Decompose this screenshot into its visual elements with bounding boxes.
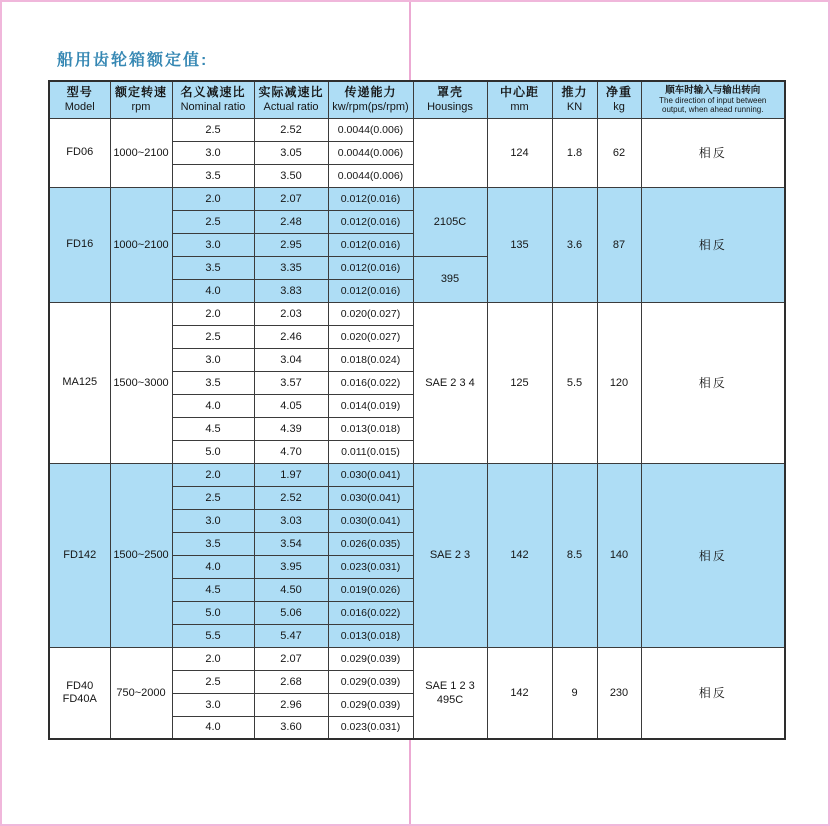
nominal-ratio-cell: 3.5 bbox=[172, 532, 254, 555]
capacity-cell: 0.013(0.018) bbox=[328, 624, 413, 647]
actual-ratio-cell: 2.07 bbox=[254, 647, 328, 670]
header-direction-en: The direction of input between output, when ahead running. bbox=[659, 96, 767, 115]
actual-ratio-cell: 4.05 bbox=[254, 394, 328, 417]
nominal-ratio-cell: 3.5 bbox=[172, 256, 254, 279]
direction-cell: 相反 bbox=[641, 463, 785, 647]
thrust-cell: 1.8 bbox=[552, 118, 597, 187]
actual-ratio-cell: 3.83 bbox=[254, 279, 328, 302]
header-thrust-en: KN bbox=[566, 101, 583, 114]
nominal-ratio-cell: 2.5 bbox=[172, 486, 254, 509]
header-capacity-en: kw/rpm(ps/rpm) bbox=[332, 101, 409, 114]
housing-cell: SAE 2 3 bbox=[413, 463, 487, 647]
actual-ratio-cell: 3.54 bbox=[254, 532, 328, 555]
capacity-cell: 0.0044(0.006) bbox=[328, 164, 413, 187]
capacity-cell: 0.016(0.022) bbox=[328, 371, 413, 394]
header-nominal-ratio-zh: 名义减速比 bbox=[180, 85, 246, 100]
model-cell: FD16 bbox=[49, 187, 110, 302]
spec-table-body bbox=[49, 118, 785, 739]
actual-ratio-cell: 2.68 bbox=[254, 670, 328, 693]
nominal-ratio-cell: 5.5 bbox=[172, 624, 254, 647]
capacity-cell: 0.012(0.016) bbox=[328, 279, 413, 302]
nominal-ratio-cell: 2.5 bbox=[172, 210, 254, 233]
thrust-cell: 9 bbox=[552, 647, 597, 739]
header-rated-speed bbox=[110, 81, 172, 118]
model-cell: MA125 bbox=[49, 302, 110, 463]
housing-cell: 2105C bbox=[413, 187, 487, 256]
actual-ratio-cell: 4.70 bbox=[254, 440, 328, 463]
net-weight-cell: 87 bbox=[597, 187, 641, 302]
capacity-cell: 0.029(0.039) bbox=[328, 647, 413, 670]
table-row bbox=[49, 463, 785, 486]
gearbox-spec-table bbox=[48, 80, 786, 740]
nominal-ratio-cell: 3.0 bbox=[172, 233, 254, 256]
header-row bbox=[49, 81, 785, 118]
actual-ratio-cell: 5.47 bbox=[254, 624, 328, 647]
table-row bbox=[49, 302, 785, 325]
actual-ratio-cell: 2.46 bbox=[254, 325, 328, 348]
actual-ratio-cell: 2.52 bbox=[254, 486, 328, 509]
actual-ratio-cell: 2.07 bbox=[254, 187, 328, 210]
rated-speed-cell: 750~2000 bbox=[110, 647, 172, 739]
nominal-ratio-cell: 4.0 bbox=[172, 716, 254, 739]
header-housings-zh: 罩壳 bbox=[436, 85, 463, 100]
header-model bbox=[49, 81, 110, 118]
model-cell: FD142 bbox=[49, 463, 110, 647]
table-row bbox=[49, 187, 785, 210]
header-capacity-zh: 传递能力 bbox=[344, 85, 397, 100]
actual-ratio-cell: 2.48 bbox=[254, 210, 328, 233]
direction-cell: 相反 bbox=[641, 302, 785, 463]
header-capacity bbox=[328, 81, 413, 118]
capacity-cell: 0.029(0.039) bbox=[328, 693, 413, 716]
capacity-cell: 0.023(0.031) bbox=[328, 716, 413, 739]
actual-ratio-cell: 5.06 bbox=[254, 601, 328, 624]
rated-speed-cell: 1000~2100 bbox=[110, 187, 172, 302]
header-housings-en: Housings bbox=[427, 101, 473, 114]
capacity-cell: 0.023(0.031) bbox=[328, 555, 413, 578]
header-net-weight bbox=[597, 81, 641, 118]
capacity-cell: 0.026(0.035) bbox=[328, 532, 413, 555]
capacity-cell: 0.012(0.016) bbox=[328, 256, 413, 279]
rated-speed-cell: 1500~3000 bbox=[110, 302, 172, 463]
nominal-ratio-cell: 2.5 bbox=[172, 118, 254, 141]
capacity-cell: 0.0044(0.006) bbox=[328, 118, 413, 141]
housing-cell: SAE 1 2 3 495C bbox=[413, 647, 487, 739]
nominal-ratio-cell: 2.0 bbox=[172, 647, 254, 670]
model-cell: FD40 FD40A bbox=[49, 647, 110, 739]
capacity-cell: 0.029(0.039) bbox=[328, 670, 413, 693]
capacity-cell: 0.012(0.016) bbox=[328, 210, 413, 233]
direction-cell: 相反 bbox=[641, 118, 785, 187]
center-distance-cell: 124 bbox=[487, 118, 552, 187]
direction-cell: 相反 bbox=[641, 187, 785, 302]
net-weight-cell: 230 bbox=[597, 647, 641, 739]
nominal-ratio-cell: 5.0 bbox=[172, 440, 254, 463]
actual-ratio-cell: 3.04 bbox=[254, 348, 328, 371]
nominal-ratio-cell: 4.0 bbox=[172, 555, 254, 578]
nominal-ratio-cell: 2.5 bbox=[172, 670, 254, 693]
center-distance-cell: 142 bbox=[487, 647, 552, 739]
actual-ratio-cell: 3.03 bbox=[254, 509, 328, 532]
actual-ratio-cell: 3.05 bbox=[254, 141, 328, 164]
header-model-zh: 型号 bbox=[66, 85, 93, 100]
nominal-ratio-cell: 2.0 bbox=[172, 463, 254, 486]
nominal-ratio-cell: 2.0 bbox=[172, 187, 254, 210]
header-rated-speed-en: rpm bbox=[131, 101, 151, 114]
capacity-cell: 0.030(0.041) bbox=[328, 486, 413, 509]
table-header bbox=[49, 81, 785, 118]
capacity-cell: 0.012(0.016) bbox=[328, 187, 413, 210]
center-distance-cell: 125 bbox=[487, 302, 552, 463]
nominal-ratio-cell: 3.5 bbox=[172, 371, 254, 394]
header-direction bbox=[641, 81, 785, 118]
header-net-weight-en: kg bbox=[613, 101, 625, 114]
actual-ratio-cell: 3.95 bbox=[254, 555, 328, 578]
table-row bbox=[49, 118, 785, 141]
header-direction-zh: 顺车时输入与输出转向 bbox=[665, 85, 761, 97]
header-center-distance bbox=[487, 81, 552, 118]
actual-ratio-cell: 1.97 bbox=[254, 463, 328, 486]
header-center-distance-en: mm bbox=[510, 101, 529, 114]
header-actual-ratio bbox=[254, 81, 328, 118]
capacity-cell: 0.0044(0.006) bbox=[328, 141, 413, 164]
nominal-ratio-cell: 5.0 bbox=[172, 601, 254, 624]
actual-ratio-cell: 2.52 bbox=[254, 118, 328, 141]
actual-ratio-cell: 4.39 bbox=[254, 417, 328, 440]
center-distance-cell: 142 bbox=[487, 463, 552, 647]
header-nominal-ratio bbox=[172, 81, 254, 118]
thrust-cell: 5.5 bbox=[552, 302, 597, 463]
header-model-en: Model bbox=[64, 101, 95, 114]
capacity-cell: 0.014(0.019) bbox=[328, 394, 413, 417]
nominal-ratio-cell: 3.0 bbox=[172, 348, 254, 371]
direction-cell: 相反 bbox=[641, 647, 785, 739]
capacity-cell: 0.030(0.041) bbox=[328, 509, 413, 532]
actual-ratio-cell: 3.35 bbox=[254, 256, 328, 279]
net-weight-cell: 140 bbox=[597, 463, 641, 647]
actual-ratio-cell: 2.96 bbox=[254, 693, 328, 716]
nominal-ratio-cell: 2.5 bbox=[172, 325, 254, 348]
capacity-cell: 0.020(0.027) bbox=[328, 302, 413, 325]
capacity-cell: 0.018(0.024) bbox=[328, 348, 413, 371]
header-net-weight-zh: 净重 bbox=[605, 85, 632, 100]
housing-cell bbox=[413, 118, 487, 187]
capacity-cell: 0.030(0.041) bbox=[328, 463, 413, 486]
nominal-ratio-cell: 2.0 bbox=[172, 302, 254, 325]
capacity-cell: 0.016(0.022) bbox=[328, 601, 413, 624]
header-nominal-ratio-en: Nominal ratio bbox=[180, 101, 246, 114]
capacity-cell: 0.011(0.015) bbox=[328, 440, 413, 463]
net-weight-cell: 62 bbox=[597, 118, 641, 187]
thrust-cell: 3.6 bbox=[552, 187, 597, 302]
housing-cell: SAE 2 3 4 bbox=[413, 302, 487, 463]
nominal-ratio-cell: 4.5 bbox=[172, 578, 254, 601]
table-row bbox=[49, 647, 785, 670]
actual-ratio-cell: 2.03 bbox=[254, 302, 328, 325]
center-distance-cell: 135 bbox=[487, 187, 552, 302]
actual-ratio-cell: 2.95 bbox=[254, 233, 328, 256]
nominal-ratio-cell: 3.0 bbox=[172, 509, 254, 532]
header-actual-ratio-zh: 实际减速比 bbox=[258, 85, 324, 100]
capacity-cell: 0.013(0.018) bbox=[328, 417, 413, 440]
rated-speed-cell: 1000~2100 bbox=[110, 118, 172, 187]
net-weight-cell: 120 bbox=[597, 302, 641, 463]
capacity-cell: 0.019(0.026) bbox=[328, 578, 413, 601]
header-thrust bbox=[552, 81, 597, 118]
actual-ratio-cell: 3.60 bbox=[254, 716, 328, 739]
header-rated-speed-zh: 额定转速 bbox=[114, 85, 167, 100]
model-cell: FD06 bbox=[49, 118, 110, 187]
rated-speed-cell: 1500~2500 bbox=[110, 463, 172, 647]
nominal-ratio-cell: 3.0 bbox=[172, 693, 254, 716]
thrust-cell: 8.5 bbox=[552, 463, 597, 647]
nominal-ratio-cell: 4.0 bbox=[172, 394, 254, 417]
capacity-cell: 0.012(0.016) bbox=[328, 233, 413, 256]
nominal-ratio-cell: 3.0 bbox=[172, 141, 254, 164]
header-housings bbox=[413, 81, 487, 118]
nominal-ratio-cell: 3.5 bbox=[172, 164, 254, 187]
header-thrust-zh: 推力 bbox=[561, 85, 588, 100]
nominal-ratio-cell: 4.0 bbox=[172, 279, 254, 302]
housing-cell: 395 bbox=[413, 256, 487, 302]
actual-ratio-cell: 3.50 bbox=[254, 164, 328, 187]
header-actual-ratio-en: Actual ratio bbox=[263, 101, 319, 114]
nominal-ratio-cell: 4.5 bbox=[172, 417, 254, 440]
page-title: 船用齿轮箱额定值: bbox=[57, 52, 209, 69]
actual-ratio-cell: 3.57 bbox=[254, 371, 328, 394]
header-center-distance-zh: 中心距 bbox=[499, 85, 539, 100]
capacity-cell: 0.020(0.027) bbox=[328, 325, 413, 348]
actual-ratio-cell: 4.50 bbox=[254, 578, 328, 601]
